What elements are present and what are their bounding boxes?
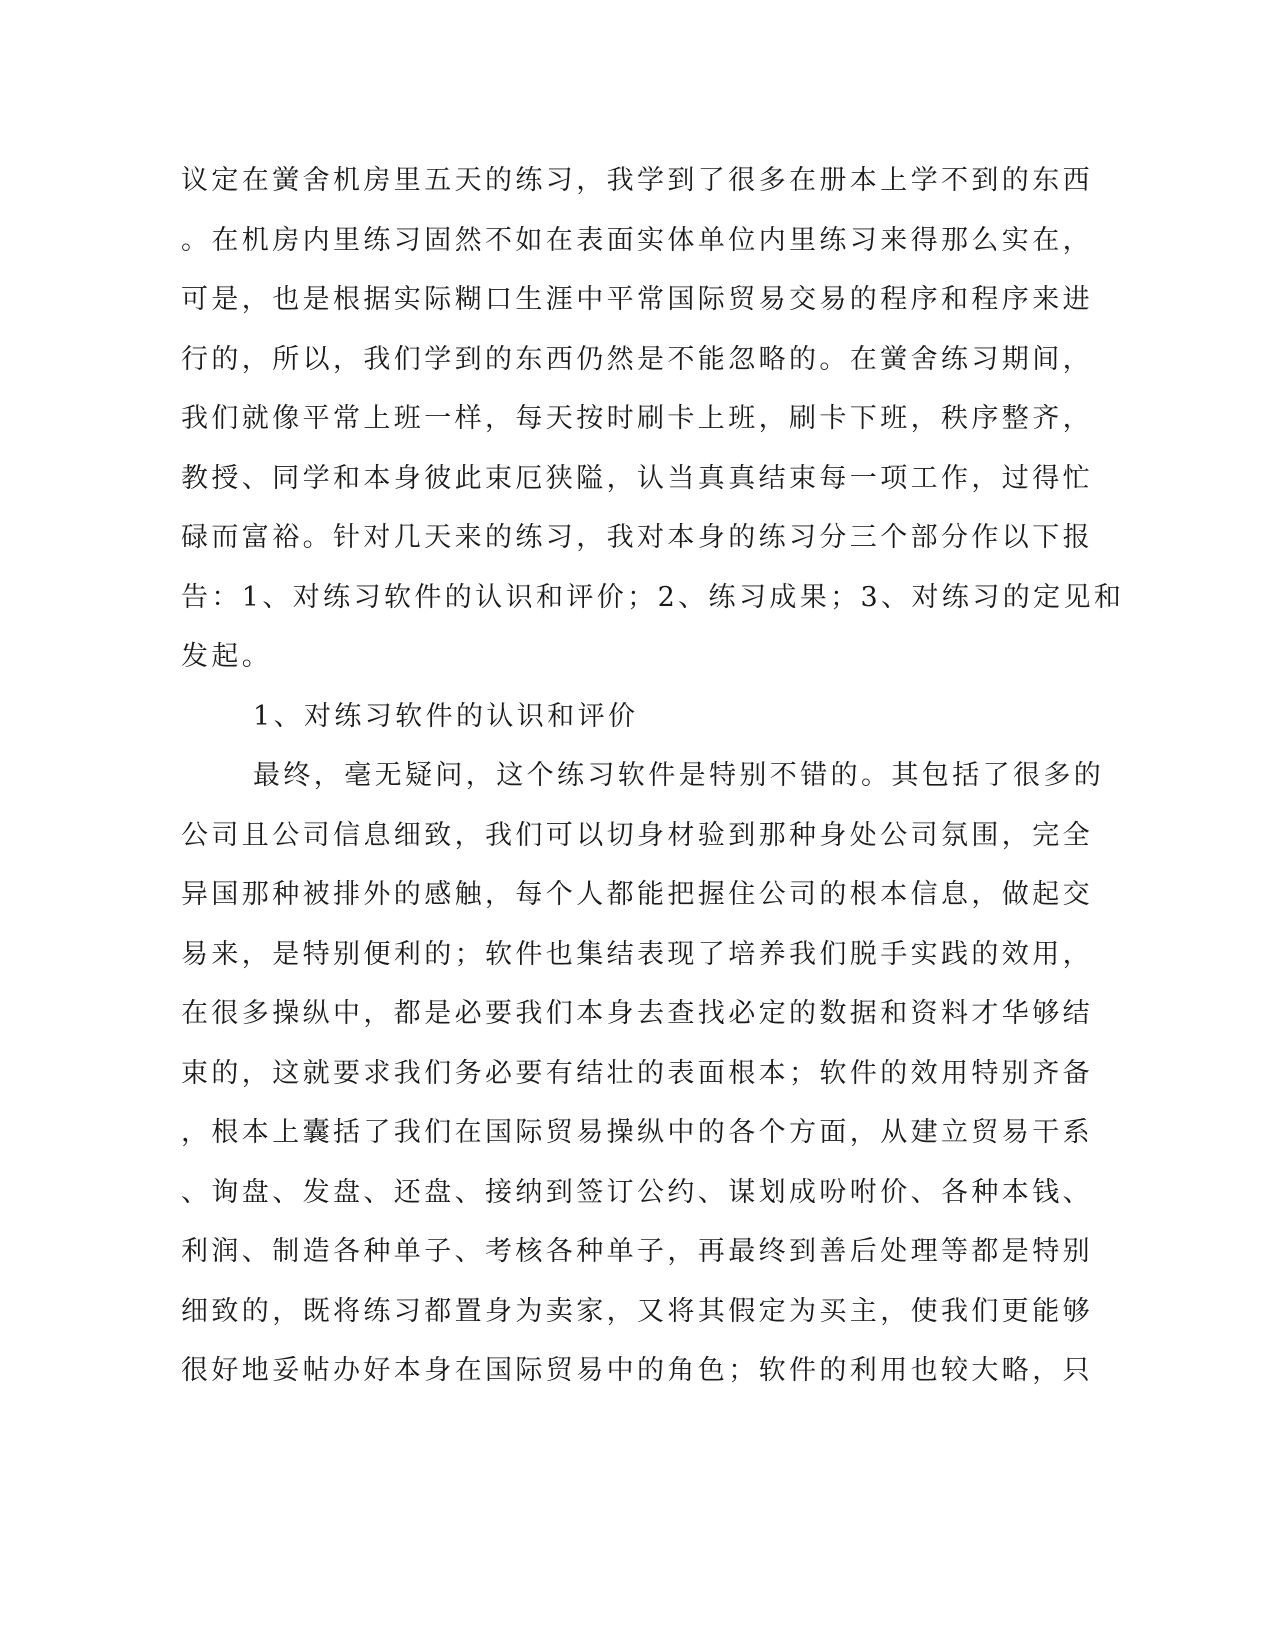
text-line: 告：1、对练习软件的认识和评价；2、练习成果；3、对练习的定见和 [181, 581, 1125, 613]
paragraph-start-line: 最终，毫无疑问，这个练习软件是特别不错的。其包括了很多的 [253, 760, 1105, 791]
text-line: 束的，这就要求我们务必要有结壮的表面根本；软件的效用特别齐备 [181, 1057, 1093, 1089]
text-line: 议定在黉舍机房里五天的练习，我学到了很多在册本上学不到的东西 [181, 165, 1093, 196]
text-line: 发起。 [181, 641, 273, 672]
text-line: 教授、同学和本身彼此束厄狭隘，认当真真结束每一项工作，过得忙 [181, 462, 1093, 494]
text-line: 公司且公司信息细致，我们可以切身材验到那种身处公司氛围，完全 [181, 819, 1093, 851]
section-heading: 1、对练习软件的认识和评价 [253, 700, 639, 732]
text-line: 可是，也是根据实际糊口生涯中平常国际贸易交易的程序和程序来进 [181, 284, 1093, 315]
text-line: ，根本上囊括了我们在国际贸易操纵中的各个方面，从建立贸易干系 [181, 1117, 1093, 1148]
text-line: 易来，是特别便利的；软件也集结表现了培养我们脱手实践的效用， [181, 938, 1093, 970]
text-line: 碌而富裕。针对几天来的练习，我对本身的练习分三个部分作以下报 [181, 522, 1093, 553]
text-line: 行的，所以，我们学到的东西仍然是不能忽略的。在黉舍练习期间， [181, 343, 1093, 375]
text-line: 很好地妥帖办好本身在国际贸易中的角色；软件的利用也较大略，只 [181, 1355, 1093, 1386]
text-line: 在很多操纵中，都是必要我们本身去查找必定的数据和资料才华够结 [181, 998, 1093, 1029]
text-line: 异国那种被排外的感触，每个人都能把握住公司的根本信息，做起交 [181, 879, 1093, 910]
text-line: 我们就像平常上班一样，每天按时刷卡上班，刷卡下班，秩序整齐， [181, 403, 1093, 434]
text-line: 、询盘、发盘、还盘、接纳到签订公约、谋划成吩咐价、各种本钱、 [181, 1176, 1093, 1208]
body-text [181, 158, 1125, 1408]
text-line: 。在机房内里练习固然不如在表面实体单位内里练习来得那么实在， [181, 224, 1093, 256]
text-line: 利润、制造各种单子、考核各种单子，再最终到善后处理等都是特别 [181, 1236, 1093, 1267]
text-line: 细致的，既将练习都置身为卖家，又将其假定为买主，使我们更能够 [181, 1295, 1093, 1327]
